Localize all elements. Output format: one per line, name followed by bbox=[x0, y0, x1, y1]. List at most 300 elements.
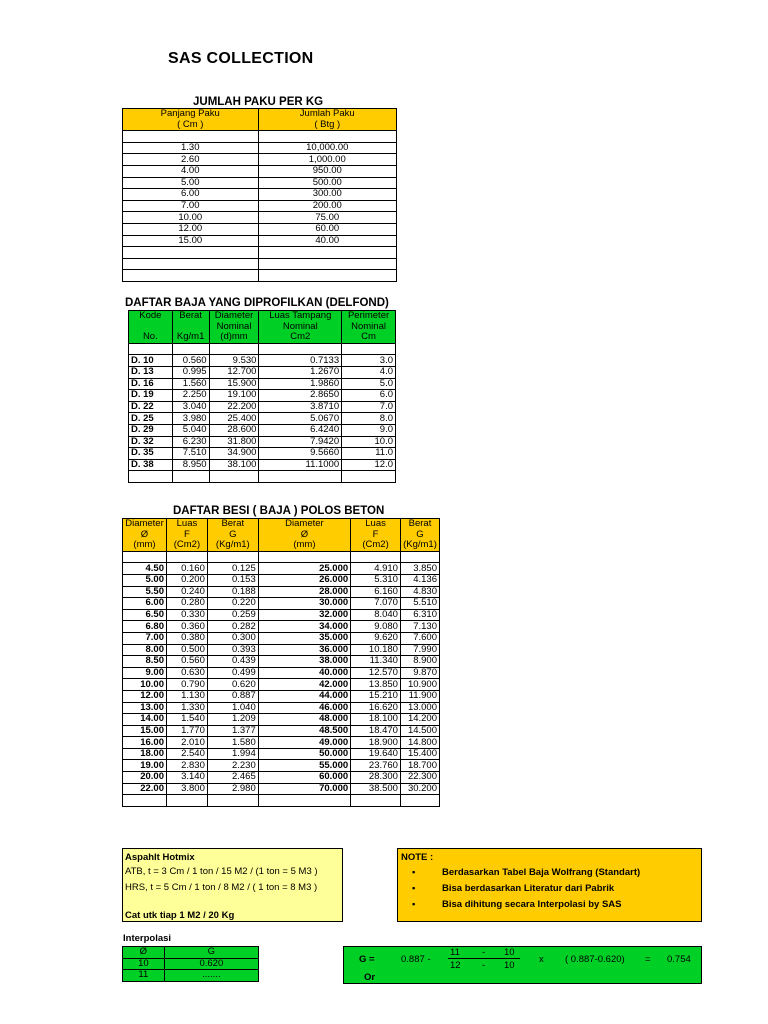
diameter-cell: 36.000 bbox=[258, 644, 350, 656]
diameter-cell: 4.50 bbox=[123, 563, 167, 575]
paku-length-cell: 7.00 bbox=[123, 200, 259, 212]
diameter-cell: 38.000 bbox=[258, 656, 350, 668]
table-row bbox=[123, 690, 440, 702]
paku-count-cell: 10,000.00 bbox=[258, 142, 396, 154]
diameter-cell: 35.000 bbox=[258, 632, 350, 644]
interp-cell: 11 bbox=[123, 970, 165, 982]
table-row bbox=[123, 189, 397, 201]
column-header: Nominal bbox=[209, 322, 259, 333]
table-row bbox=[129, 424, 396, 436]
polos-table bbox=[122, 518, 440, 807]
value-cell: 23.760 bbox=[351, 760, 401, 772]
code-cell: D. 25 bbox=[129, 413, 173, 425]
asphalt-footer: Cat utk tiap 1 M2 / 20 Kg bbox=[125, 910, 235, 921]
value-cell: 2.010 bbox=[166, 737, 207, 749]
formula-result: 0.754 bbox=[667, 954, 691, 965]
code-cell: D. 13 bbox=[129, 366, 173, 378]
paku-table bbox=[122, 108, 397, 282]
code-cell: D. 29 bbox=[129, 424, 173, 436]
diameter-cell: 42.000 bbox=[258, 679, 350, 691]
value-cell: 0.380 bbox=[166, 632, 207, 644]
diameter-cell: 15.00 bbox=[123, 725, 167, 737]
value-cell: 1.9860 bbox=[259, 378, 342, 390]
column-header: (Cm2) bbox=[166, 540, 207, 551]
column-header: (Cm2) bbox=[351, 540, 401, 551]
value-cell: 1.770 bbox=[166, 725, 207, 737]
value-cell: 1.377 bbox=[207, 725, 258, 737]
table-row bbox=[123, 725, 440, 737]
table-row bbox=[123, 598, 440, 610]
value-cell: 2.250 bbox=[172, 390, 209, 402]
value-cell: 0.560 bbox=[172, 355, 209, 367]
table-row bbox=[129, 413, 396, 425]
value-cell: 5.0670 bbox=[259, 413, 342, 425]
table-row bbox=[129, 378, 396, 390]
value-cell: 7.9420 bbox=[259, 436, 342, 448]
asphalt-line-atb: ATB, t = 3 Cm / 1 ton / 15 M2 / (1 ton = 5 M3 ) bbox=[125, 866, 318, 877]
table-row bbox=[123, 656, 440, 668]
diameter-cell: 55.000 bbox=[258, 760, 350, 772]
formula-base: 0.887 - bbox=[401, 954, 431, 965]
value-cell: 0.160 bbox=[166, 563, 207, 575]
paku-length-cell: 4.00 bbox=[123, 165, 259, 177]
asphalt-line-hrs: HRS, t = 5 Cm / 1 ton / 8 M2 / ( 1 ton = 8 M3 ) bbox=[125, 882, 318, 893]
value-cell: 3.140 bbox=[166, 772, 207, 784]
value-cell: 0.393 bbox=[207, 644, 258, 656]
paku-header-1b: ( Cm ) bbox=[123, 120, 259, 131]
table-row bbox=[129, 436, 396, 448]
table-row bbox=[129, 366, 396, 378]
value-cell: 25.400 bbox=[209, 413, 259, 425]
paku-count-cell: 300.00 bbox=[258, 189, 396, 201]
value-cell: 18.700 bbox=[400, 760, 439, 772]
column-header: Diameter bbox=[209, 311, 259, 322]
value-cell: 15.900 bbox=[209, 378, 259, 390]
value-cell: 14.200 bbox=[400, 714, 439, 726]
value-cell: 6.0 bbox=[342, 390, 396, 402]
fraction-bar bbox=[448, 958, 520, 959]
value-cell: 15.400 bbox=[400, 748, 439, 760]
column-header: Kode bbox=[129, 311, 173, 322]
value-cell: 22.300 bbox=[400, 772, 439, 784]
value-cell: 9.0 bbox=[342, 424, 396, 436]
table-row bbox=[123, 714, 440, 726]
value-cell: 2.540 bbox=[166, 748, 207, 760]
code-cell: D. 35 bbox=[129, 448, 173, 460]
value-cell: 7.600 bbox=[400, 632, 439, 644]
value-cell: 3.980 bbox=[172, 413, 209, 425]
note-title: NOTE : bbox=[401, 852, 434, 863]
value-cell: 0.995 bbox=[172, 366, 209, 378]
delfond-table bbox=[128, 310, 396, 483]
diameter-cell: 5.00 bbox=[123, 574, 167, 586]
value-cell: 3.040 bbox=[172, 401, 209, 413]
column-header: Berat bbox=[172, 311, 209, 322]
value-cell: 8.0 bbox=[342, 413, 396, 425]
value-cell: 11.1000 bbox=[259, 459, 342, 471]
value-cell: 7.990 bbox=[400, 644, 439, 656]
header-row bbox=[129, 332, 396, 343]
column-header: Luas bbox=[166, 519, 207, 530]
value-cell: 28.300 bbox=[351, 772, 401, 784]
code-cell: D. 19 bbox=[129, 390, 173, 402]
header-row bbox=[123, 530, 440, 541]
header-row bbox=[123, 519, 440, 530]
diameter-cell: 18.00 bbox=[123, 748, 167, 760]
value-cell: 4.910 bbox=[351, 563, 401, 575]
asphalt-title: Aspahlt Hotmix bbox=[125, 852, 195, 863]
value-cell: 1.040 bbox=[207, 702, 258, 714]
column-header bbox=[172, 322, 209, 333]
value-cell: 19.640 bbox=[351, 748, 401, 760]
diameter-cell: 32.000 bbox=[258, 609, 350, 621]
value-cell: 9.620 bbox=[351, 632, 401, 644]
diameter-cell: 34.000 bbox=[258, 621, 350, 633]
paku-header-2a: Jumlah Paku bbox=[258, 109, 396, 120]
interp-header-g: G bbox=[164, 947, 258, 959]
table-row bbox=[123, 235, 397, 247]
value-cell: 5.040 bbox=[172, 424, 209, 436]
value-cell: 9.530 bbox=[209, 355, 259, 367]
value-cell: 3.850 bbox=[400, 563, 439, 575]
value-cell: 0.360 bbox=[166, 621, 207, 633]
column-header: No. bbox=[129, 332, 173, 343]
value-cell: 0.500 bbox=[166, 644, 207, 656]
table-row bbox=[123, 702, 440, 714]
formula-den2: 10 bbox=[504, 960, 515, 971]
value-cell: 0.630 bbox=[166, 667, 207, 679]
value-cell: 0.280 bbox=[166, 598, 207, 610]
value-cell: 0.125 bbox=[207, 563, 258, 575]
column-header: Ø bbox=[123, 530, 167, 541]
column-header: Cm2 bbox=[259, 332, 342, 343]
diameter-cell: 6.80 bbox=[123, 621, 167, 633]
table-row bbox=[129, 401, 396, 413]
value-cell: 10.180 bbox=[351, 644, 401, 656]
value-cell: 0.560 bbox=[166, 656, 207, 668]
diameter-cell: 6.00 bbox=[123, 598, 167, 610]
column-header bbox=[129, 322, 173, 333]
code-cell: D. 22 bbox=[129, 401, 173, 413]
value-cell: 22.200 bbox=[209, 401, 259, 413]
value-cell: 1.580 bbox=[207, 737, 258, 749]
formula-g-label: G = bbox=[359, 954, 375, 965]
table-row bbox=[129, 355, 396, 367]
paku-length-cell: 12.00 bbox=[123, 223, 259, 235]
column-header: Cm bbox=[342, 332, 396, 343]
diameter-cell: 7.00 bbox=[123, 632, 167, 644]
value-cell: 15.210 bbox=[351, 690, 401, 702]
table-row bbox=[123, 563, 440, 575]
table-row bbox=[123, 667, 440, 679]
paku-count-cell: 60.00 bbox=[258, 223, 396, 235]
column-header: Luas bbox=[351, 519, 401, 530]
diameter-cell: 48.500 bbox=[258, 725, 350, 737]
value-cell: 2.8650 bbox=[259, 390, 342, 402]
diameter-cell: 60.000 bbox=[258, 772, 350, 784]
value-cell: 9.080 bbox=[351, 621, 401, 633]
paku-length-cell: 5.00 bbox=[123, 177, 259, 189]
column-header: Luas Tampang bbox=[259, 311, 342, 322]
value-cell: 2.830 bbox=[166, 760, 207, 772]
formula-den1: 12 bbox=[450, 960, 461, 971]
paku-count-cell: 500.00 bbox=[258, 177, 396, 189]
formula-or: Or bbox=[364, 972, 376, 983]
column-header: Nominal bbox=[259, 322, 342, 333]
value-cell: 4.0 bbox=[342, 366, 396, 378]
value-cell: 38.100 bbox=[209, 459, 259, 471]
column-header: Kg/m1 bbox=[172, 332, 209, 343]
value-cell: 1.994 bbox=[207, 748, 258, 760]
paku-count-cell: 1,000.00 bbox=[258, 154, 396, 166]
note-item: • Bisa berdasarkan Literatur dari Pabrik bbox=[412, 883, 615, 894]
paku-length-cell: 2.60 bbox=[123, 154, 259, 166]
value-cell: 2.230 bbox=[207, 760, 258, 772]
code-cell: D. 16 bbox=[129, 378, 173, 390]
value-cell: 11.900 bbox=[400, 690, 439, 702]
value-cell: 1.330 bbox=[166, 702, 207, 714]
table-row bbox=[123, 632, 440, 644]
formula-times: x bbox=[539, 954, 544, 965]
asphalt-box bbox=[122, 848, 343, 922]
table-row bbox=[123, 737, 440, 749]
value-cell: 0.620 bbox=[207, 679, 258, 691]
value-cell: 0.188 bbox=[207, 586, 258, 598]
page-title: SAS COLLECTION bbox=[168, 50, 314, 67]
value-cell: 0.153 bbox=[207, 574, 258, 586]
column-header: Nominal bbox=[342, 322, 396, 333]
value-cell: 7.130 bbox=[400, 621, 439, 633]
value-cell: 0.330 bbox=[166, 609, 207, 621]
note-item-text: Berdasarkan Tabel Baja Wolfrang (Standart) bbox=[442, 867, 641, 878]
value-cell: 19.100 bbox=[209, 390, 259, 402]
value-cell: 16.620 bbox=[351, 702, 401, 714]
column-header: (Kg/m1) bbox=[207, 540, 258, 551]
paku-length-cell: 10.00 bbox=[123, 212, 259, 224]
value-cell: 30.200 bbox=[400, 783, 439, 795]
paku-count-cell: 950.00 bbox=[258, 165, 396, 177]
diameter-cell: 14.00 bbox=[123, 714, 167, 726]
value-cell: 3.8710 bbox=[259, 401, 342, 413]
table-row bbox=[123, 177, 397, 189]
value-cell: 6.160 bbox=[351, 586, 401, 598]
column-header: G bbox=[207, 530, 258, 541]
diameter-cell: 26.000 bbox=[258, 574, 350, 586]
value-cell: 13.000 bbox=[400, 702, 439, 714]
column-header: Diameter bbox=[258, 519, 350, 530]
table-row bbox=[123, 212, 397, 224]
table-row bbox=[123, 165, 397, 177]
table-row bbox=[123, 142, 397, 154]
value-cell: 1.2670 bbox=[259, 366, 342, 378]
value-cell: 0.300 bbox=[207, 632, 258, 644]
diameter-cell: 12.00 bbox=[123, 690, 167, 702]
column-header: F bbox=[351, 530, 401, 541]
value-cell: 1.560 bbox=[172, 378, 209, 390]
value-cell: 9.870 bbox=[400, 667, 439, 679]
formula-eq: = bbox=[645, 954, 651, 965]
value-cell: 12.700 bbox=[209, 366, 259, 378]
diameter-cell: 50.000 bbox=[258, 748, 350, 760]
diameter-cell: 20.00 bbox=[123, 772, 167, 784]
column-header: (mm) bbox=[123, 540, 167, 551]
interp-cell: 0.620 bbox=[164, 958, 258, 970]
value-cell: 0.240 bbox=[166, 586, 207, 598]
diameter-cell: 22.00 bbox=[123, 783, 167, 795]
value-cell: 38.500 bbox=[351, 783, 401, 795]
code-cell: D. 32 bbox=[129, 436, 173, 448]
value-cell: 6.230 bbox=[172, 436, 209, 448]
interp-header-dia: Ø bbox=[123, 947, 165, 959]
table-row bbox=[123, 644, 440, 656]
value-cell: 28.600 bbox=[209, 424, 259, 436]
diameter-cell: 8.00 bbox=[123, 644, 167, 656]
value-cell: 5.510 bbox=[400, 598, 439, 610]
interpolasi-table bbox=[122, 946, 259, 982]
value-cell: 3.0 bbox=[342, 355, 396, 367]
diameter-cell: 48.000 bbox=[258, 714, 350, 726]
value-cell: 1.540 bbox=[166, 714, 207, 726]
table-row bbox=[123, 748, 440, 760]
diameter-cell: 46.000 bbox=[258, 702, 350, 714]
value-cell: 5.0 bbox=[342, 378, 396, 390]
column-header: Ø bbox=[258, 530, 350, 541]
value-cell: 7.070 bbox=[351, 598, 401, 610]
paku-length-cell: 6.00 bbox=[123, 189, 259, 201]
table-row bbox=[123, 609, 440, 621]
column-header: G bbox=[400, 530, 439, 541]
value-cell: 8.900 bbox=[400, 656, 439, 668]
note-item: • Berdasarkan Tabel Baja Wolfrang (Standart) bbox=[412, 867, 641, 878]
delfond-heading: DAFTAR BAJA YANG DIPROFILKAN (DELFOND) bbox=[125, 297, 389, 309]
value-cell: 4.136 bbox=[400, 574, 439, 586]
table-row bbox=[129, 390, 396, 402]
value-cell: 0.220 bbox=[207, 598, 258, 610]
value-cell: 1.130 bbox=[166, 690, 207, 702]
interpolasi-label: Interpolasi bbox=[123, 933, 172, 944]
interp-cell: 10 bbox=[123, 958, 165, 970]
value-cell: 1.209 bbox=[207, 714, 258, 726]
code-cell: D. 38 bbox=[129, 459, 173, 471]
value-cell: 4.830 bbox=[400, 586, 439, 598]
formula-num1: 11 bbox=[450, 947, 460, 958]
value-cell: 31.800 bbox=[209, 436, 259, 448]
value-cell: 0.887 bbox=[207, 690, 258, 702]
diameter-cell: 13.00 bbox=[123, 702, 167, 714]
header-row bbox=[129, 311, 396, 322]
value-cell: 11.340 bbox=[351, 656, 401, 668]
column-header: F bbox=[166, 530, 207, 541]
paku-count-cell: 75.00 bbox=[258, 212, 396, 224]
value-cell: 13.850 bbox=[351, 679, 401, 691]
value-cell: 10.0 bbox=[342, 436, 396, 448]
value-cell: 7.510 bbox=[172, 448, 209, 460]
table-row bbox=[123, 783, 440, 795]
diameter-cell: 25.000 bbox=[258, 563, 350, 575]
diameter-cell: 8.50 bbox=[123, 656, 167, 668]
value-cell: 34.900 bbox=[209, 448, 259, 460]
formula-num2: 10 bbox=[504, 947, 515, 958]
paku-count-cell: 40.00 bbox=[258, 235, 396, 247]
paku-count-cell: 200.00 bbox=[258, 200, 396, 212]
value-cell: 18.470 bbox=[351, 725, 401, 737]
diameter-cell: 44.000 bbox=[258, 690, 350, 702]
diameter-cell: 30.000 bbox=[258, 598, 350, 610]
paku-header-1a: Panjang Paku bbox=[123, 109, 259, 120]
table-row bbox=[129, 459, 396, 471]
paku-length-cell: 1.30 bbox=[123, 142, 259, 154]
value-cell: 12.0 bbox=[342, 459, 396, 471]
formula-minus1: - bbox=[482, 947, 486, 958]
value-cell: 5.310 bbox=[351, 574, 401, 586]
value-cell: 0.200 bbox=[166, 574, 207, 586]
paku-heading: JUMLAH PAKU PER KG bbox=[193, 96, 324, 108]
diameter-cell: 5.50 bbox=[123, 586, 167, 598]
column-header: Diameter bbox=[123, 519, 167, 530]
value-cell: 0.439 bbox=[207, 656, 258, 668]
column-header: Perimeter bbox=[342, 311, 396, 322]
table-row bbox=[123, 200, 397, 212]
note-item: • Bisa dihitung secara Interpolasi by SAS bbox=[412, 899, 622, 910]
value-cell: 0.790 bbox=[166, 679, 207, 691]
diameter-cell: 19.00 bbox=[123, 760, 167, 772]
code-cell: D. 10 bbox=[129, 355, 173, 367]
value-cell: 6.310 bbox=[400, 609, 439, 621]
value-cell: 0.259 bbox=[207, 609, 258, 621]
value-cell: 2.980 bbox=[207, 783, 258, 795]
note-box bbox=[397, 848, 702, 922]
diameter-cell: 70.000 bbox=[258, 783, 350, 795]
table-row bbox=[123, 621, 440, 633]
value-cell: 0.7133 bbox=[259, 355, 342, 367]
table-row bbox=[129, 448, 396, 460]
column-header: (mm) bbox=[258, 540, 350, 551]
value-cell: 2.465 bbox=[207, 772, 258, 784]
value-cell: 0.282 bbox=[207, 621, 258, 633]
value-cell: 14.500 bbox=[400, 725, 439, 737]
note-item-text: Bisa berdasarkan Literatur dari Pabrik bbox=[442, 883, 615, 894]
table-row bbox=[123, 154, 397, 166]
value-cell: 8.040 bbox=[351, 609, 401, 621]
diameter-cell: 49.000 bbox=[258, 737, 350, 749]
value-cell: 0.499 bbox=[207, 667, 258, 679]
diameter-cell: 6.50 bbox=[123, 609, 167, 621]
table-row bbox=[123, 223, 397, 235]
column-header: (Kg/m1) bbox=[400, 540, 439, 551]
value-cell: 3.800 bbox=[166, 783, 207, 795]
polos-heading: DAFTAR BESI ( BAJA ) POLOS BETON bbox=[173, 505, 385, 517]
interp-cell: ....... bbox=[164, 970, 258, 982]
value-cell: 7.0 bbox=[342, 401, 396, 413]
table-row bbox=[123, 760, 440, 772]
diameter-cell: 9.00 bbox=[123, 667, 167, 679]
paku-length-cell: 15.00 bbox=[123, 235, 259, 247]
column-header: (d)mm bbox=[209, 332, 259, 343]
value-cell: 18.900 bbox=[351, 737, 401, 749]
table-row bbox=[123, 772, 440, 784]
table-row bbox=[123, 586, 440, 598]
note-item-text: Bisa dihitung secara Interpolasi by SAS bbox=[442, 899, 622, 910]
column-header: Berat bbox=[207, 519, 258, 530]
table-row bbox=[123, 574, 440, 586]
diameter-cell: 28.000 bbox=[258, 586, 350, 598]
value-cell: 11.0 bbox=[342, 448, 396, 460]
value-cell: 6.4240 bbox=[259, 424, 342, 436]
value-cell: 9.5660 bbox=[259, 448, 342, 460]
value-cell: 12.570 bbox=[351, 667, 401, 679]
diameter-cell: 40.000 bbox=[258, 667, 350, 679]
formula-box bbox=[343, 946, 702, 984]
